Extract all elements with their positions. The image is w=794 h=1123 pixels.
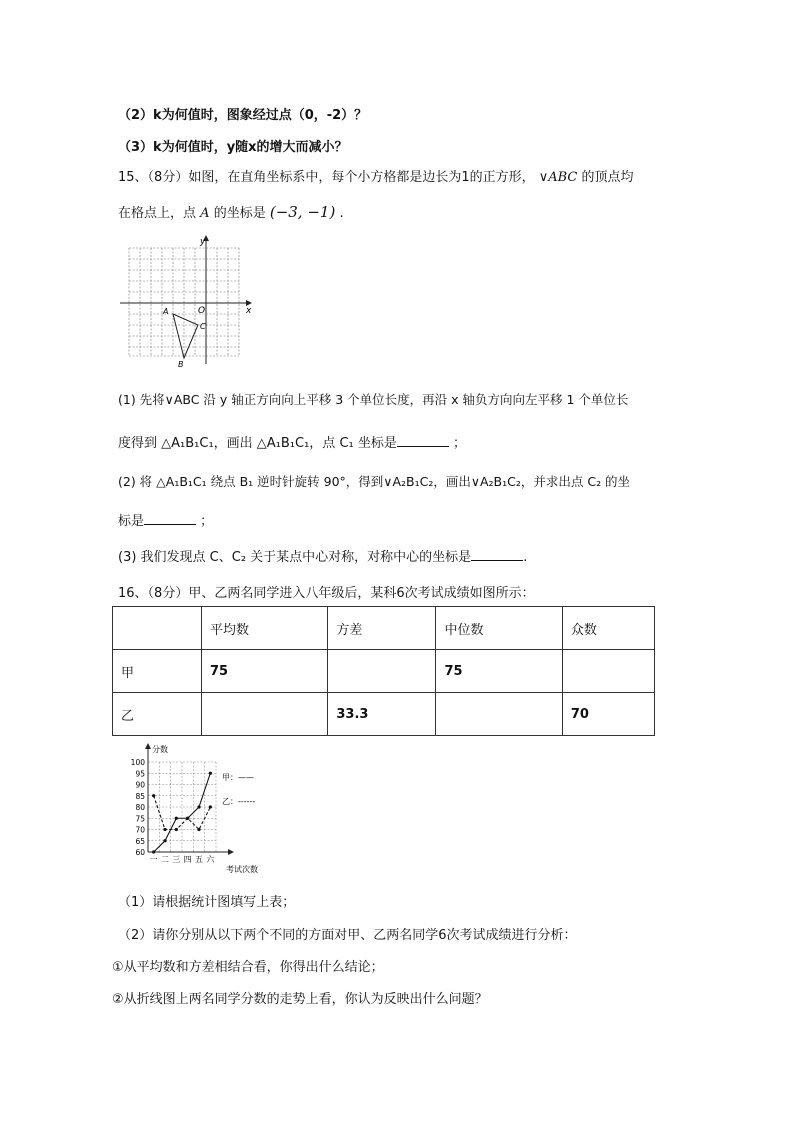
q15-part3-text: (3) 我们发现点 C、C₂ 关于某点中心对称，对称中心的坐标是 xyxy=(118,550,472,565)
y-axis-arrow-icon xyxy=(145,743,151,749)
chart-grid xyxy=(148,762,216,852)
answer-blank-center[interactable] xyxy=(471,548,523,561)
data-point-甲 xyxy=(163,839,166,842)
x-tick-label: 三 xyxy=(172,855,181,864)
y-tick-label: 75 xyxy=(135,814,145,824)
x-axis-label: x xyxy=(246,306,252,316)
data-point-乙 xyxy=(209,805,212,808)
q15-coord-text: 的坐标是 xyxy=(213,206,266,221)
q16-part2: （2）请你分别从以下两个不同的方面对甲、乙两名同学6次考试成绩进行分析： xyxy=(118,928,577,943)
data-point-甲 xyxy=(175,817,178,820)
grid-lines xyxy=(129,248,239,356)
origin-label: O xyxy=(198,306,206,316)
x-tick-label: 一 xyxy=(149,855,158,864)
table-header-row xyxy=(113,607,655,650)
table-cell: 乙 xyxy=(113,693,202,736)
table-cell[interactable] xyxy=(436,693,562,736)
data-point-乙 xyxy=(197,828,200,831)
chart-ticks xyxy=(131,758,216,864)
label-c: C xyxy=(200,322,206,331)
data-point-乙 xyxy=(163,828,166,831)
table-cell[interactable] xyxy=(202,693,328,736)
data-point-乙 xyxy=(186,817,189,820)
table-cell[interactable]: 75 xyxy=(202,650,328,693)
y-tick-label: 100 xyxy=(130,758,145,767)
x-tick-label: 二 xyxy=(161,855,169,864)
q15-line2 xyxy=(118,202,344,221)
q15-part2-line1: (2) 将 △A₁B₁C₁ 绕点 B₁ 逆时针旋转 90°，得到∨A₂B₁C₂，画出∨A₂B₁C₂，并求出点 C₂ 的坐 xyxy=(118,474,631,489)
label-b: B xyxy=(178,360,184,369)
table-header-cell xyxy=(113,607,202,650)
x-tick-label: 四 xyxy=(183,855,192,864)
q15-part1-text: 度得到 △A₁B₁C₁，画出 △A₁B₁C₁，点 C₁ 坐标是 xyxy=(118,436,397,451)
coord-a: (−3, −1) xyxy=(269,203,336,221)
table-header-cell: 众数 xyxy=(562,607,654,650)
x-axis-label: 考试次数 xyxy=(226,865,258,874)
q15-part2-end: ； xyxy=(200,514,214,529)
q15-line1 xyxy=(118,166,634,185)
coordinate-grid-figure xyxy=(118,234,258,370)
y-tick-label: 95 xyxy=(135,769,145,779)
q15-part2-text: 标是 xyxy=(118,514,145,529)
table-header-cell: 平均数 xyxy=(202,607,328,650)
q16-part2-a: ①从平均数和方差相结合看，你得出什么结论； xyxy=(112,960,384,975)
data-point-乙 xyxy=(175,828,178,831)
table-cell[interactable] xyxy=(328,650,436,693)
table-cell: 甲 xyxy=(113,650,202,693)
q15-part1-end: ； xyxy=(453,436,467,451)
data-point-乙 xyxy=(152,794,155,797)
answer-blank-c1[interactable] xyxy=(397,434,449,447)
q15-part2-line2 xyxy=(118,510,213,529)
y-tick-label: 90 xyxy=(135,780,145,790)
answer-blank-c2[interactable] xyxy=(144,512,196,525)
q15-part1-line2 xyxy=(118,432,466,451)
data-point-甲 xyxy=(209,772,212,775)
table-row xyxy=(113,650,655,693)
q14-part2: （2）k为何值时，图象经过点（0，-2）？ xyxy=(118,108,368,123)
score-line-chart xyxy=(112,742,282,882)
table-cell[interactable]: 70 xyxy=(562,693,654,736)
y-tick-label: 65 xyxy=(135,836,145,846)
table-header-cell: 中位数 xyxy=(436,607,562,650)
q15-period: . xyxy=(339,206,344,221)
q15-intro: 15、（8分）如图，在直角坐标系中，每个小方格都是边长为1的正方形， xyxy=(118,170,535,185)
legend-entry-甲: 甲：—— xyxy=(222,773,254,782)
y-tick-label: 85 xyxy=(135,791,145,801)
y-tick-label: 60 xyxy=(135,848,145,857)
y-tick-label: 80 xyxy=(135,803,145,812)
data-point-甲 xyxy=(152,850,155,853)
y-tick-label: 70 xyxy=(135,825,145,835)
x-axis-arrow-icon xyxy=(228,849,234,855)
table-row xyxy=(113,693,655,736)
triangle-abc: ∨ABC xyxy=(538,170,578,185)
legend-entry-乙: 乙：------ xyxy=(222,797,256,806)
q15-part3-end: . xyxy=(523,550,528,565)
score-table xyxy=(112,606,655,736)
q15-part1-line1: (1) 先将∨ABC 沿 y 轴正方向向上平移 3 个单位长度，再沿 x 轴负方向向左平移 1 个单位长 xyxy=(118,392,629,407)
x-tick-label: 五 xyxy=(195,855,203,864)
table-cell[interactable] xyxy=(562,650,654,693)
q15-intro-end: 的顶点均 xyxy=(581,170,634,185)
table-cell[interactable]: 33.3 xyxy=(328,693,436,736)
q14-part3: （3）k为何值时，y随x的增大而减小？ xyxy=(118,140,348,155)
y-axis-label: y xyxy=(200,237,206,247)
q15-part3 xyxy=(118,546,527,565)
table-header-cell: 方差 xyxy=(328,607,436,650)
table-cell[interactable]: 75 xyxy=(436,650,562,693)
data-point-甲 xyxy=(197,805,200,808)
x-tick-label: 六 xyxy=(206,855,215,864)
label-a: A xyxy=(163,307,169,316)
q15-point-text: 在格点上，点 xyxy=(118,206,197,221)
q16-part1: （1）请根据统计图填写上表； xyxy=(118,895,296,910)
q16-intro: 16、（8分）甲、乙两名同学进入八年级后，某科6次考试成绩如图所示： xyxy=(118,586,535,601)
y-axis-label: 分数 xyxy=(152,745,168,754)
chart-legend xyxy=(222,773,255,806)
q16-part2-b: ②从折线图上两名同学分数的走势上看，你认为反映出什么问题？ xyxy=(112,992,488,1007)
point-a: A xyxy=(200,206,210,221)
